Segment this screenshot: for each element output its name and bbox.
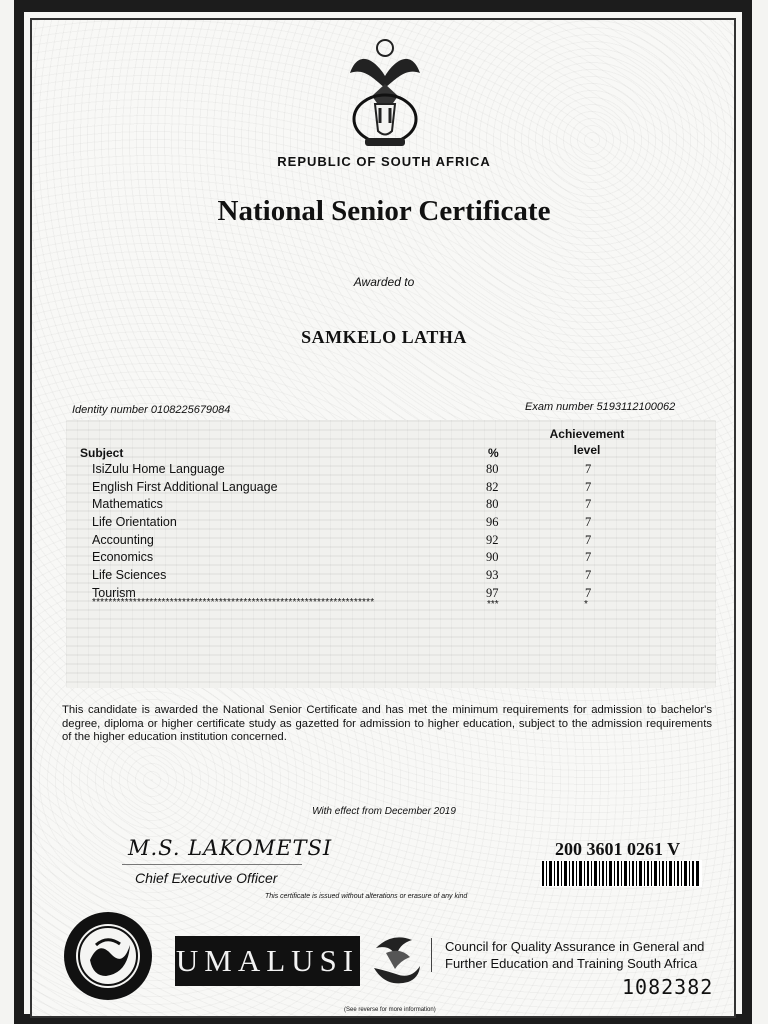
- subject-name: Economics: [92, 550, 154, 564]
- subject-name: Life Orientation: [92, 515, 177, 529]
- results-filler-level: *: [584, 599, 588, 610]
- subject-percent: 80: [486, 462, 499, 476]
- signature-line: [122, 864, 302, 865]
- result-row: [92, 480, 612, 498]
- percent-column-header: %: [488, 446, 499, 460]
- achievement-level-column-header: Achievement level: [549, 427, 625, 457]
- subject-percent: 90: [486, 550, 499, 564]
- result-row: [92, 497, 612, 515]
- achievement-level: 7: [585, 550, 592, 564]
- achievement-level: 7: [585, 497, 592, 511]
- umalusi-emblem-icon: [366, 930, 426, 992]
- achievement-level: 7: [585, 586, 592, 600]
- subject-name: English First Additional Language: [92, 480, 278, 494]
- umalusi-seal-icon: [62, 910, 154, 1002]
- subject-percent: 96: [486, 515, 499, 529]
- country-name: REPUBLIC OF SOUTH AFRICA: [277, 154, 491, 169]
- result-row: [92, 462, 612, 480]
- subject-column-header: Subject: [80, 446, 124, 460]
- achievement-level: 7: [585, 533, 592, 547]
- awarded-to-label: Awarded to: [353, 275, 415, 289]
- document-number: 1082382: [622, 975, 714, 999]
- achievement-level: 7: [585, 515, 592, 529]
- effective-date: With effect from December 2019: [312, 806, 456, 817]
- certificate-serial-number: 200 3601 0261 V: [555, 839, 681, 859]
- subject-name: IsiZulu Home Language: [92, 462, 225, 476]
- subject-name: Accounting: [92, 533, 154, 547]
- achievement-level: 7: [585, 568, 592, 582]
- barcode-icon: [540, 860, 702, 887]
- results-filler-percent: ***: [487, 599, 499, 610]
- subject-percent: 97: [486, 586, 499, 600]
- achievement-level: 7: [585, 462, 592, 476]
- ceo-signature: M.S. LAKOMETSI: [128, 836, 333, 860]
- subject-percent: 82: [486, 480, 499, 494]
- alteration-disclaimer: This certificate is issued without alterations or erasure of any kind: [265, 893, 468, 900]
- certificate-title: National Senior Certificate: [217, 195, 551, 227]
- result-row: [92, 533, 612, 551]
- results-filler-line: *********************************************************************: [92, 597, 375, 608]
- subject-percent: 93: [486, 568, 499, 582]
- subject-name: Tourism: [92, 586, 136, 600]
- reverse-side-note: (See reverse for more information): [344, 1007, 436, 1013]
- subject-name: Mathematics: [92, 497, 163, 511]
- subject-percent: 92: [486, 533, 499, 547]
- identity-number: Identity number 0108225679084: [72, 404, 231, 416]
- coat-of-arms-icon: [340, 36, 430, 148]
- result-row: [92, 568, 612, 586]
- signatory-title: Chief Executive Officer: [135, 870, 278, 886]
- award-statement: This candidate is awarded the National Senior Certificate and has met the minimum requirements for admission to bachelor's degree, diploma or higher certificate study as gazetted for admission to higher education, subject to the admission requirements of the higher education institution concerned.: [62, 704, 712, 743]
- council-name: Council for Quality Assurance in General and Further Education and Training South Africa: [431, 938, 745, 972]
- recipient-name: SAMKELO LATHA: [301, 327, 467, 347]
- umalusi-brand-box: UMALUSI: [175, 936, 360, 986]
- subject-name: Life Sciences: [92, 568, 167, 582]
- result-row: [92, 515, 612, 533]
- achievement-level: 7: [585, 480, 592, 494]
- exam-number: Exam number 5193112100062: [525, 401, 676, 413]
- result-row: [92, 550, 612, 568]
- subject-percent: 80: [486, 497, 499, 511]
